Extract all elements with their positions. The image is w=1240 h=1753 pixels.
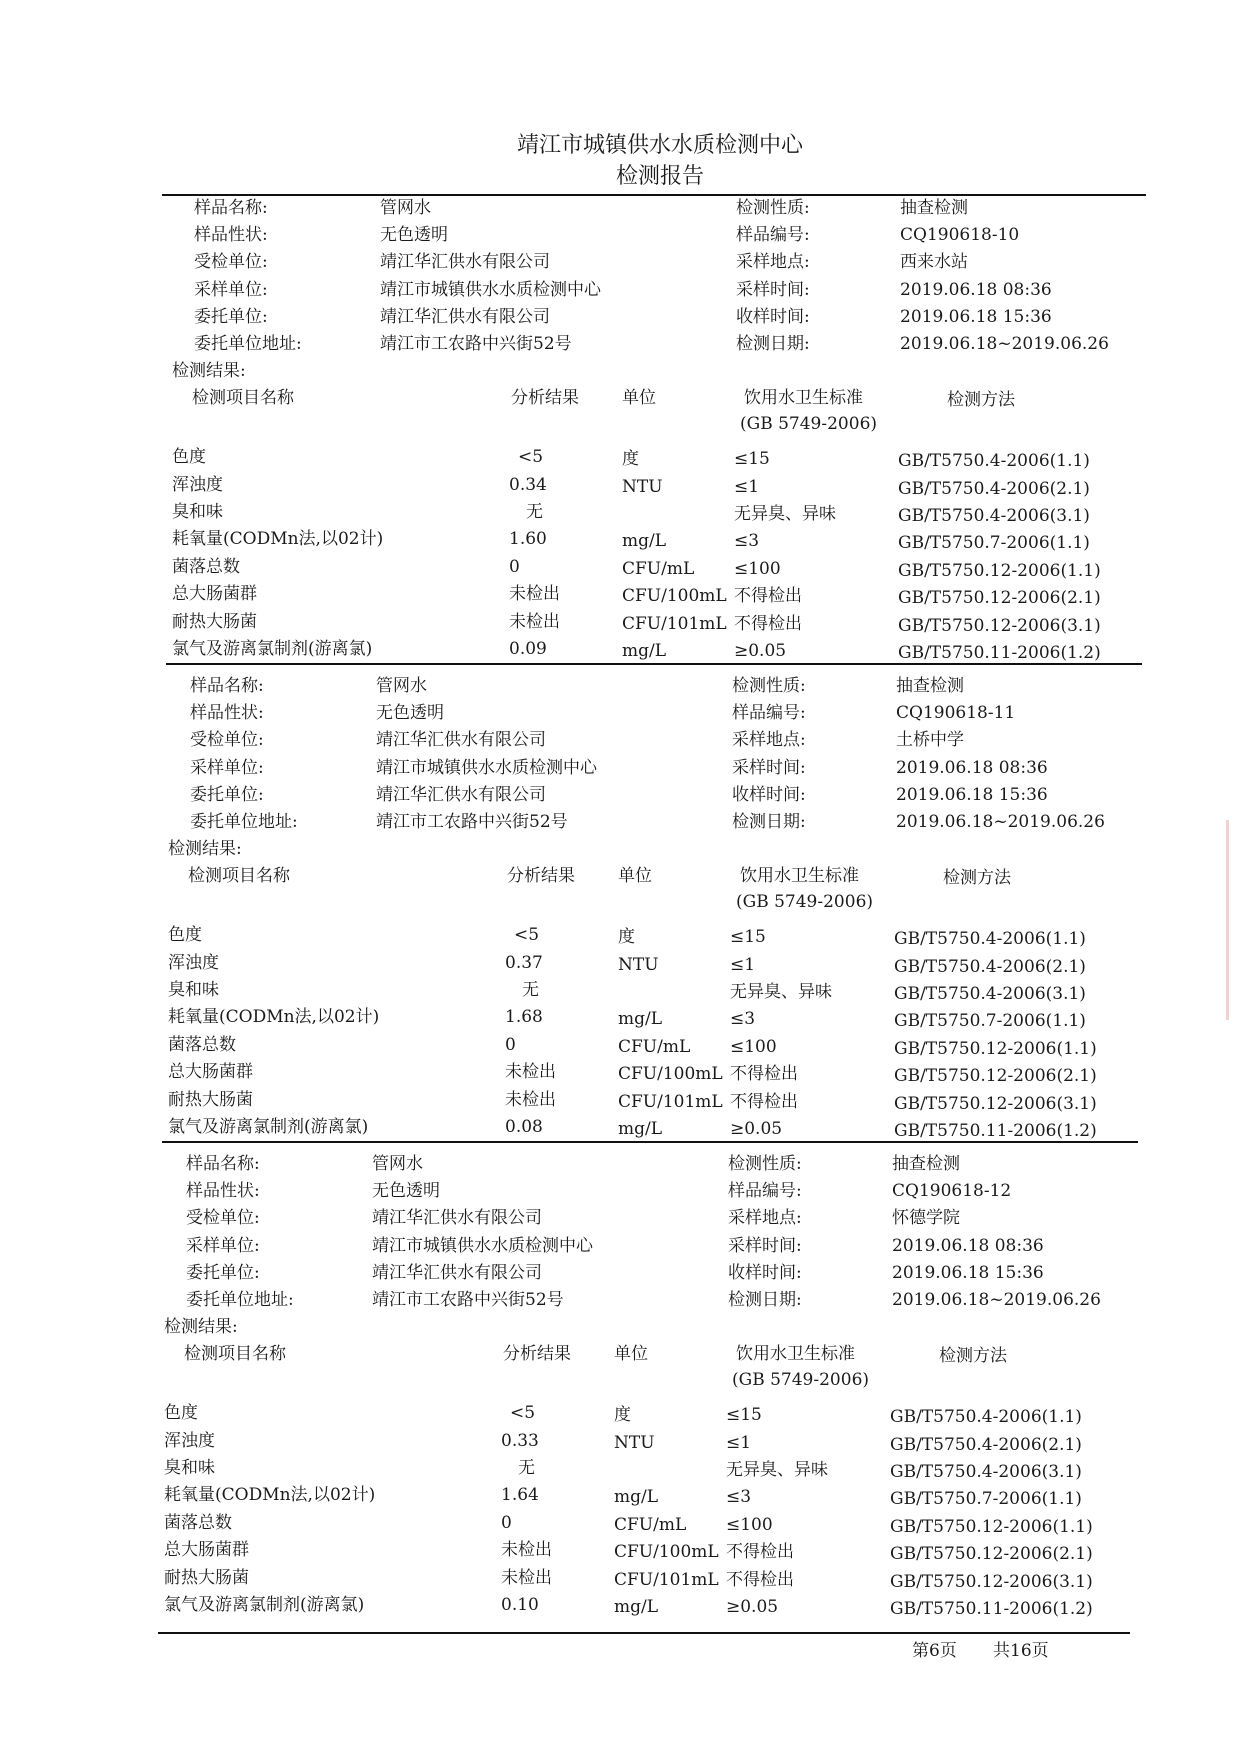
item-result: 0 — [501, 1512, 512, 1533]
item-standard: ≤100 — [730, 1036, 777, 1057]
column-header-result: 分析结果 — [507, 866, 575, 887]
item-standard: ≤3 — [734, 531, 760, 552]
info-label-sampling-unit: 采样单位: — [194, 279, 268, 300]
item-name: 臭和味 — [168, 980, 219, 1000]
item-method: GB/T5750.12-2006(3.1) — [890, 1571, 1093, 1592]
column-header-standard: 饮用水卫生标准 — [740, 866, 859, 887]
item-result: 0.08 — [505, 1117, 543, 1137]
item-method: GB/T5750.12-2006(3.1) — [898, 615, 1101, 636]
info-value-sampling-time: 2019.06.18 08:36 — [900, 279, 1052, 300]
item-unit: mg/L — [618, 1119, 663, 1139]
info-value-sample-no: CQ190618-10 — [900, 225, 1020, 246]
item-standard: 不得检出 — [730, 1091, 798, 1112]
column-header-standard-ref: (GB 5749-2006) — [732, 1370, 870, 1391]
info-label-inspection-type: 检测性质: — [728, 1154, 802, 1174]
item-result: 0 — [505, 1034, 516, 1055]
info-value-inspection-type: 抽查检测 — [896, 676, 964, 696]
item-method: GB/T5750.7-2006(1.1) — [898, 533, 1090, 554]
item-standard: 不得检出 — [726, 1569, 794, 1590]
column-header-standard: 饮用水卫生标准 — [736, 1344, 855, 1365]
info-value-client-unit: 靖江华汇供水有限公司 — [380, 252, 550, 273]
item-unit: NTU — [618, 954, 659, 975]
item-result: 0.09 — [509, 639, 547, 659]
info-value-sampling-site: 西来水站 — [900, 252, 968, 273]
column-header-item: 检测项目名称 — [188, 866, 290, 887]
item-result: 无 — [522, 980, 539, 1000]
info-value-entrust-address: 靖江市工农路中兴街52号 — [372, 1290, 564, 1310]
info-label-client-unit: 受检单位: — [194, 252, 268, 273]
info-value-entrust-unit: 靖江华汇供水有限公司 — [376, 784, 546, 805]
item-standard: ≤15 — [726, 1405, 762, 1426]
item-name: 菌落总数 — [168, 1034, 236, 1055]
item-unit: 度 — [614, 1405, 631, 1426]
footer-rule — [158, 1632, 1130, 1634]
item-result: 0.34 — [509, 474, 547, 495]
column-header-method: 检测方法 — [939, 1346, 1007, 1367]
info-value-sample-state: 无色透明 — [372, 1181, 440, 1202]
item-name: 色度 — [172, 447, 206, 468]
item-result: 无 — [526, 502, 543, 522]
item-name: 菌落总数 — [164, 1512, 232, 1533]
info-value-entrust-address: 靖江市工农路中兴街52号 — [380, 334, 572, 354]
info-label-sample-name: 样品名称: — [194, 198, 268, 218]
item-method: GB/T5750.12-2006(2.1) — [894, 1066, 1097, 1087]
info-value-sampling-unit: 靖江市城镇供水水质检测中心 — [376, 757, 597, 778]
item-method: GB/T5750.4-2006(2.1) — [894, 956, 1086, 977]
item-standard: 不得检出 — [730, 1064, 798, 1085]
item-unit: 度 — [618, 927, 635, 948]
info-value-client-unit: 靖江华汇供水有限公司 — [372, 1208, 542, 1229]
item-unit: CFU/100mL — [622, 586, 727, 607]
item-standard: ≤1 — [730, 954, 756, 975]
info-label-sample-name: 样品名称: — [190, 676, 264, 696]
info-label-test-date: 检测日期: — [732, 812, 806, 832]
info-value-receipt-time: 2019.06.18 15:36 — [896, 784, 1048, 805]
item-result: 0.37 — [505, 952, 543, 973]
info-value-test-date: 2019.06.18~2019.06.26 — [892, 1290, 1101, 1310]
item-unit: mg/L — [622, 641, 667, 661]
item-unit: NTU — [622, 476, 663, 497]
info-value-inspection-type: 抽查检测 — [892, 1154, 960, 1174]
item-result: 1.68 — [505, 1007, 543, 1028]
info-label-test-date: 检测日期: — [728, 1290, 802, 1310]
info-label-client-unit: 受检单位: — [190, 730, 264, 751]
column-header-standard: 饮用水卫生标准 — [744, 388, 863, 409]
info-label-client-unit: 受检单位: — [186, 1208, 260, 1229]
item-result: 0 — [509, 556, 520, 577]
item-result: 未检出 — [501, 1567, 552, 1588]
item-unit: NTU — [614, 1432, 655, 1453]
item-method: GB/T5750.11-2006(1.2) — [894, 1121, 1097, 1141]
info-value-client-unit: 靖江华汇供水有限公司 — [376, 730, 546, 751]
info-value-entrust-address: 靖江市工农路中兴街52号 — [376, 812, 568, 832]
info-value-sample-state: 无色透明 — [376, 703, 444, 724]
info-label-sample-state: 样品性状: — [186, 1181, 260, 1202]
item-method: GB/T5750.12-2006(1.1) — [898, 560, 1101, 581]
section-rule — [162, 1141, 1138, 1143]
info-label-inspection-type: 检测性质: — [736, 198, 810, 218]
info-value-sample-name: 管网水 — [376, 676, 427, 696]
column-header-unit: 单位 — [618, 866, 652, 887]
column-header-method: 检测方法 — [947, 390, 1015, 411]
item-standard: 无异臭、异味 — [726, 1460, 828, 1480]
item-name: 浑浊度 — [168, 952, 219, 973]
info-label-sampling-unit: 采样单位: — [186, 1235, 260, 1256]
column-header-standard-ref: (GB 5749-2006) — [736, 892, 874, 913]
item-standard: ≤100 — [726, 1514, 773, 1535]
item-standard: ≤15 — [730, 927, 766, 948]
item-standard: 无异臭、异味 — [730, 982, 832, 1002]
item-result: 未检出 — [505, 1062, 556, 1083]
item-result: <5 — [514, 925, 540, 946]
info-label-sample-state: 样品性状: — [190, 703, 264, 724]
item-name: 耐热大肠菌 — [172, 611, 257, 632]
item-result: 未检出 — [509, 584, 560, 605]
item-method: GB/T5750.4-2006(3.1) — [898, 506, 1090, 526]
info-value-inspection-type: 抽查检测 — [900, 198, 968, 218]
item-method: GB/T5750.12-2006(1.1) — [894, 1038, 1097, 1059]
report-title: 靖江市城镇供水水质检测中心 — [516, 133, 803, 158]
item-name: 总大肠菌群 — [172, 584, 257, 605]
info-value-entrust-unit: 靖江华汇供水有限公司 — [372, 1262, 542, 1283]
info-value-sample-name: 管网水 — [372, 1154, 423, 1174]
item-standard: 不得检出 — [734, 586, 802, 607]
item-unit: mg/L — [618, 1009, 663, 1030]
item-result: 0.10 — [501, 1595, 539, 1615]
info-value-receipt-time: 2019.06.18 15:36 — [900, 306, 1052, 327]
info-label-sampling-time: 采样时间: — [728, 1235, 802, 1256]
item-method: GB/T5750.7-2006(1.1) — [890, 1489, 1082, 1510]
item-method: GB/T5750.4-2006(3.1) — [894, 984, 1086, 1004]
item-unit: CFU/101mL — [618, 1091, 723, 1112]
item-standard: ≤100 — [734, 558, 781, 579]
column-header-item: 检测项目名称 — [184, 1344, 286, 1365]
item-name: 浑浊度 — [164, 1430, 215, 1451]
info-value-entrust-unit: 靖江华汇供水有限公司 — [380, 306, 550, 327]
info-label-entrust-address: 委托单位地址: — [194, 334, 302, 354]
info-value-sample-no: CQ190618-12 — [892, 1181, 1012, 1202]
item-method: GB/T5750.4-2006(1.1) — [898, 451, 1090, 472]
info-label-entrust-address: 委托单位地址: — [190, 812, 298, 832]
info-value-sampling-time: 2019.06.18 08:36 — [892, 1235, 1044, 1256]
item-name: 色度 — [168, 925, 202, 946]
item-result: 无 — [518, 1458, 535, 1478]
info-label-inspection-type: 检测性质: — [732, 676, 806, 696]
item-result: <5 — [510, 1403, 536, 1424]
item-name: 色度 — [164, 1403, 198, 1424]
item-name: 总大肠菌群 — [168, 1062, 253, 1083]
info-value-sampling-unit: 靖江市城镇供水水质检测中心 — [372, 1235, 593, 1256]
info-value-test-date: 2019.06.18~2019.06.26 — [896, 812, 1105, 832]
item-method: GB/T5750.4-2006(1.1) — [894, 929, 1086, 950]
item-standard: ≤1 — [726, 1432, 752, 1453]
section-rule — [166, 663, 1142, 665]
item-standard: 不得检出 — [726, 1542, 794, 1563]
item-unit: 度 — [622, 449, 639, 470]
item-standard: ≤15 — [734, 449, 770, 470]
column-header-unit: 单位 — [622, 388, 656, 409]
item-unit: CFU/100mL — [614, 1542, 719, 1563]
info-value-sampling-time: 2019.06.18 08:36 — [896, 757, 1048, 778]
item-method: GB/T5750.12-2006(2.1) — [898, 588, 1101, 609]
item-method: GB/T5750.4-2006(3.1) — [890, 1462, 1082, 1482]
info-label-sampling-time: 采样时间: — [732, 757, 806, 778]
item-method: GB/T5750.4-2006(2.1) — [890, 1434, 1082, 1455]
item-name: 浑浊度 — [172, 474, 223, 495]
info-label-sampling-site: 采样地点: — [732, 730, 806, 751]
item-unit: mg/L — [614, 1487, 659, 1508]
info-label-receipt-time: 收样时间: — [736, 306, 810, 327]
column-header-item: 检测项目名称 — [192, 388, 294, 409]
info-label-entrust-address: 委托单位地址: — [186, 1290, 294, 1310]
item-name: 氯气及游离氯制剂(游离氯) — [172, 639, 373, 659]
item-result: 0.33 — [501, 1430, 539, 1451]
item-method: GB/T5750.12-2006(2.1) — [890, 1544, 1093, 1565]
item-name: 耗氧量(CODMn法,以02计) — [164, 1485, 376, 1506]
item-result: 未检出 — [501, 1540, 552, 1561]
column-header-standard-ref: (GB 5749-2006) — [740, 414, 878, 435]
item-standard: ≤3 — [730, 1009, 756, 1030]
item-name: 总大肠菌群 — [164, 1540, 249, 1561]
info-label-sample-state: 样品性状: — [194, 225, 268, 246]
info-value-sample-state: 无色透明 — [380, 225, 448, 246]
item-name: 耗氧量(CODMn法,以02计) — [172, 529, 384, 550]
info-label-entrust-unit: 委托单位: — [190, 784, 264, 805]
item-unit: CFU/101mL — [622, 613, 727, 634]
item-method: GB/T5750.7-2006(1.1) — [894, 1011, 1086, 1032]
info-value-sample-no: CQ190618-11 — [896, 703, 1016, 724]
column-header-result: 分析结果 — [511, 388, 579, 409]
item-standard: 无异臭、异味 — [734, 504, 836, 524]
info-value-sampling-site: 土桥中学 — [896, 730, 964, 751]
item-standard: ≥0.05 — [726, 1597, 779, 1617]
item-unit: mg/L — [614, 1597, 659, 1617]
item-unit: CFU/mL — [622, 558, 695, 579]
item-unit: CFU/mL — [614, 1514, 687, 1535]
info-label-entrust-unit: 委托单位: — [186, 1262, 260, 1283]
info-label-sampling-time: 采样时间: — [736, 279, 810, 300]
item-standard: ≥0.05 — [734, 641, 787, 661]
item-method: GB/T5750.4-2006(2.1) — [898, 478, 1090, 499]
results-heading: 检测结果: — [168, 839, 242, 860]
item-name: 耐热大肠菌 — [168, 1089, 253, 1110]
item-standard: ≤1 — [734, 476, 760, 497]
info-label-sample-name: 样品名称: — [186, 1154, 260, 1174]
item-result: 1.60 — [509, 529, 547, 550]
item-unit: CFU/100mL — [618, 1064, 723, 1085]
item-method: GB/T5750.11-2006(1.2) — [898, 643, 1101, 663]
item-name: 菌落总数 — [172, 556, 240, 577]
info-value-sample-name: 管网水 — [380, 198, 431, 218]
info-label-sample-no: 样品编号: — [736, 225, 810, 246]
column-header-unit: 单位 — [614, 1344, 648, 1365]
item-result: 未检出 — [509, 611, 560, 632]
info-label-sample-no: 样品编号: — [728, 1181, 802, 1202]
item-name: 臭和味 — [172, 502, 223, 522]
info-label-receipt-time: 收样时间: — [732, 784, 806, 805]
item-result: 1.64 — [501, 1485, 539, 1506]
item-unit: CFU/101mL — [614, 1569, 719, 1590]
item-method: GB/T5750.11-2006(1.2) — [890, 1599, 1093, 1619]
item-method: GB/T5750.12-2006(1.1) — [890, 1516, 1093, 1537]
item-unit: CFU/mL — [618, 1036, 691, 1057]
seal-stamp-mark — [1226, 820, 1240, 1020]
item-unit: mg/L — [622, 531, 667, 552]
item-standard: ≥0.05 — [730, 1119, 783, 1139]
item-name: 臭和味 — [164, 1458, 215, 1478]
report-subtitle: 检测报告 — [615, 164, 704, 189]
page-number: 第6页 — [912, 1641, 957, 1661]
info-label-sampling-unit: 采样单位: — [190, 757, 264, 778]
info-value-sampling-site: 怀德学院 — [892, 1208, 960, 1229]
info-label-test-date: 检测日期: — [736, 334, 810, 354]
info-value-test-date: 2019.06.18~2019.06.26 — [900, 334, 1109, 354]
info-label-receipt-time: 收样时间: — [728, 1262, 802, 1283]
column-header-method: 检测方法 — [943, 868, 1011, 889]
info-label-sample-no: 样品编号: — [732, 703, 806, 724]
results-heading: 检测结果: — [172, 361, 246, 382]
column-header-result: 分析结果 — [503, 1344, 571, 1365]
info-label-entrust-unit: 委托单位: — [194, 306, 268, 327]
info-value-receipt-time: 2019.06.18 15:36 — [892, 1262, 1044, 1283]
item-result: <5 — [518, 447, 544, 468]
item-name: 氯气及游离氯制剂(游离氯) — [168, 1117, 369, 1137]
item-method: GB/T5750.4-2006(1.1) — [890, 1407, 1082, 1428]
info-label-sampling-site: 采样地点: — [736, 252, 810, 273]
info-label-sampling-site: 采样地点: — [728, 1208, 802, 1229]
item-method: GB/T5750.12-2006(3.1) — [894, 1093, 1097, 1114]
item-name: 耗氧量(CODMn法,以02计) — [168, 1007, 380, 1028]
results-heading: 检测结果: — [164, 1317, 238, 1338]
page-total: 共16页 — [993, 1641, 1049, 1661]
item-name: 耐热大肠菌 — [164, 1567, 249, 1588]
item-standard: 不得检出 — [734, 613, 802, 634]
item-standard: ≤3 — [726, 1487, 752, 1508]
header-rule — [162, 194, 1146, 196]
item-result: 未检出 — [505, 1089, 556, 1110]
info-value-sampling-unit: 靖江市城镇供水水质检测中心 — [380, 279, 601, 300]
item-name: 氯气及游离氯制剂(游离氯) — [164, 1595, 365, 1615]
